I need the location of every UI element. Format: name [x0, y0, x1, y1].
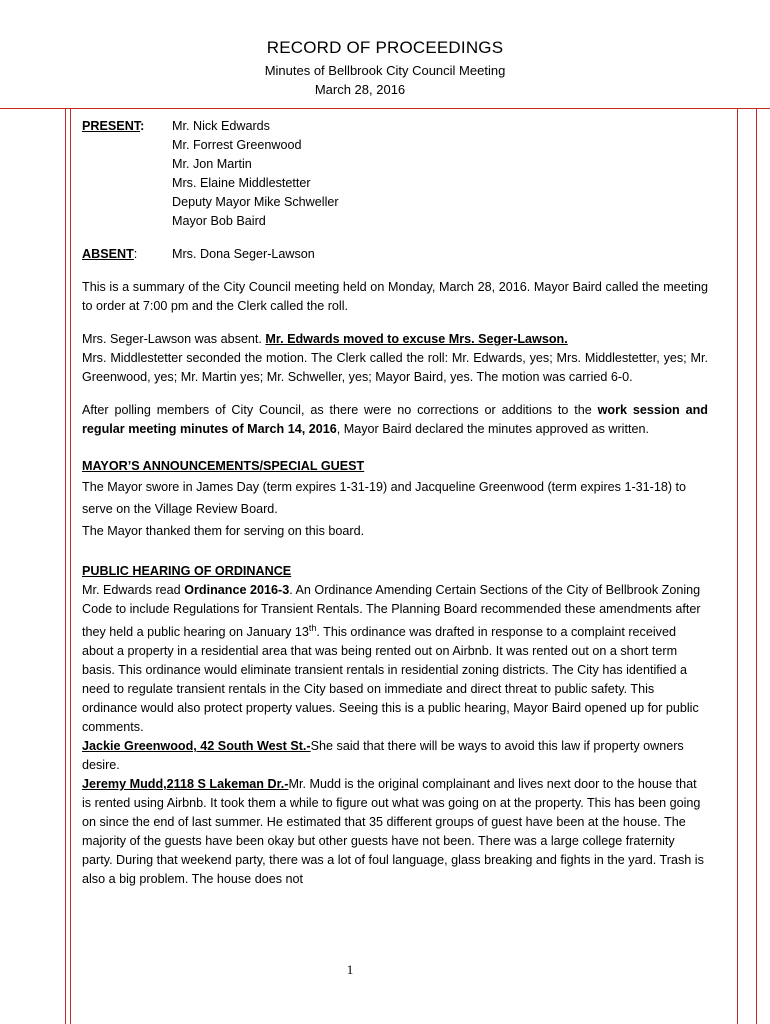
public-comment-2: Jeremy Mudd,2118 S Lakeman Dr.-Mr. Mudd is the original complainant and lives next door to the house that is rented using Airbnb. It took them a while to figure out what was going on at the property. This has been going on since the end of last summer. He estimated that 35 different groups of guest have been at the house. The majority of the guests have been okay but other guests have not been. There was a large college fraternity party. During that weekend party, there was a lot of foul language, glass breaking and fights in the yard. Trash is also a big problem. The house does not	[82, 777, 704, 887]
present-section: PRESENT: Mr. Nick Edwards Mr. Forrest Greenwood Mr. Jon Martin Mrs. Elaine Middlestetter Deputy Mayor Mike Schweller Mayor Bob Baird	[82, 117, 708, 231]
attendee: Mr. Forrest Greenwood	[172, 138, 302, 152]
minutes-body	[82, 117, 708, 889]
attendee: Deputy Mayor Mike Schweller	[172, 195, 339, 209]
present-names	[172, 117, 339, 231]
ordinance-paragraph: Mr. Edwards read Ordinance 2016-3. An Ordinance Amending Certain Sections of the City of Bellbrook Zoning Code to include Regulations for Transient Rentals. The Planning Board recommended these amendments after they held a public hearing on January 13th. This ordinance was drafted in response to a complaint received about a property in a residential area that was being rented out on Airbnb. It was rented out on a short term basis. This ordinance would eliminate transient rentals in residential zoning districts. The City has identified a need to regulate transient rentals in the City based on immediate and direct threat to public safety. This ordinance would also protect property values. Seeing this is a public hearing, Mayor Baird opened up for public comments.	[82, 583, 701, 735]
page-number: 1	[346, 962, 354, 977]
public-comment-1: Jackie Greenwood, 42 South West St.-She said that there will be ways to avoid this law if property owners desire.	[82, 739, 684, 773]
absent-section: ABSENT: Mrs. Dona Seger-Lawson	[82, 245, 708, 264]
meeting-date: March 28, 2016	[314, 82, 406, 97]
left-margin-rule-inner	[70, 108, 71, 1024]
absent-name: Mrs. Dona Seger-Lawson	[172, 247, 315, 261]
excuse-motion: Mrs. Seger-Lawson was absent. Mr. Edwards moved to excuse Mrs. Seger-Lawson. Mrs. Middlestetter seconded the motion. The Clerk called the roll: Mr. Edwards, yes; Mrs. Middlestetter, yes; Mr. Greenwood, yes; Mr. Martin yes; Mr. Schweller, yes; Mayor Baird, yes. The motion was carried 6-0.	[82, 332, 708, 384]
attendee: Mayor Bob Baird	[172, 214, 266, 228]
document-subtitle: Minutes of Bellbrook City Council Meeting	[264, 63, 506, 78]
announcements-heading: MAYOR’S ANNOUNCEMENTS/SPECIAL GUEST	[82, 459, 365, 473]
document-title: RECORD OF PROCEEDINGS	[266, 38, 504, 57]
ordinance-number: Ordinance 2016-3	[184, 583, 290, 597]
motion-action: Mr. Edwards moved to excuse Mrs. Seger-Lawson.	[265, 332, 568, 346]
minutes-approval: After polling members of City Council, as there were no corrections or additions to the work session and regular meeting minutes of March 14, 2016, Mayor Baird declared the minutes approved as written.	[82, 403, 708, 436]
meeting-summary: This is a summary of the City Council meeting held on Monday, March 28, 2016. Mayor Baird called the meeting to order at 7:00 pm and the Clerk called the roll.	[82, 280, 708, 313]
absent-label: ABSENT	[82, 247, 134, 261]
attendee: Mr. Nick Edwards	[172, 119, 270, 133]
public-hearing-heading: PUBLIC HEARING OF ORDINANCE	[82, 564, 292, 578]
right-margin-rule	[756, 108, 757, 1024]
left-margin-rule	[65, 108, 66, 1024]
present-label: PRESENT	[82, 119, 141, 133]
speaker-name: Jackie Greenwood, 42 South West St.-	[82, 739, 311, 754]
announcements-paragraph: The Mayor swore in James Day (term expires 1-31-19) and Jacqueline Greenwood (term expires 1-31-18) to serve on the Village Review Board.	[82, 480, 687, 516]
right-margin-rule-inner	[737, 108, 738, 1024]
speaker-name: Jeremy Mudd,2118 S Lakeman Dr.-	[82, 777, 289, 792]
announcements-thanks: The Mayor thanked them for serving on this board.	[82, 524, 365, 538]
header-rule	[0, 108, 770, 109]
attendee: Mr. Jon Martin	[172, 157, 252, 171]
attendee: Mrs. Elaine Middlestetter	[172, 176, 311, 190]
